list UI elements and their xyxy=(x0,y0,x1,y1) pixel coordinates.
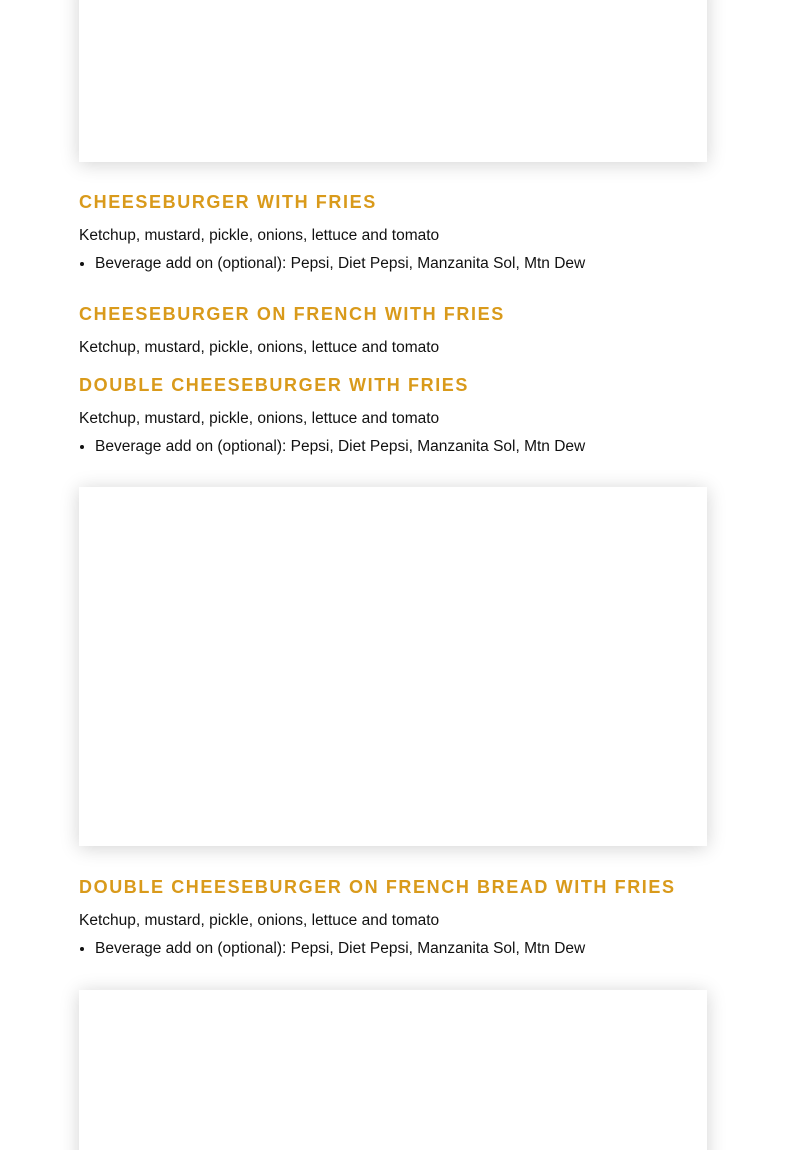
menu-item-description: Ketchup, mustard, pickle, onions, lettuce and tomato xyxy=(79,912,440,929)
menu-item-options xyxy=(79,436,719,458)
beverage-addon: • Beverage add on (optional): Pepsi, Diet Pepsi, Manzanita Sol, Mtn Dew xyxy=(95,436,719,458)
menu-item-description: Ketchup, mustard, pickle, onions, lettuce and tomato xyxy=(79,339,440,356)
menu-item-description: Ketchup, mustard, pickle, onions, lettuce and tomato xyxy=(79,227,440,244)
image-card-placeholder xyxy=(79,0,707,162)
image-card-placeholder xyxy=(79,990,707,1150)
menu-item xyxy=(79,191,719,275)
menu-item xyxy=(79,374,719,458)
menu-item-title: CHEESEBURGER ON FRENCH WITH FRIES xyxy=(79,304,505,324)
beverage-addon: • Beverage add on (optional): Pepsi, Diet Pepsi, Manzanita Sol, Mtn Dew xyxy=(95,938,719,960)
menu-item-title: DOUBLE CHEESEBURGER ON FRENCH BREAD WITH FRIES xyxy=(79,877,676,897)
image-card-placeholder xyxy=(79,487,707,846)
menu-item xyxy=(79,876,719,960)
menu-item-description: Ketchup, mustard, pickle, onions, lettuce and tomato xyxy=(79,410,440,427)
menu-item-title: DOUBLE CHEESEBURGER WITH FRIES xyxy=(79,375,470,395)
menu-item-options xyxy=(79,938,719,960)
menu-item-options xyxy=(79,253,719,275)
beverage-addon: • Beverage add on (optional): Pepsi, Diet Pepsi, Manzanita Sol, Mtn Dew xyxy=(95,253,719,275)
menu-item xyxy=(79,303,719,359)
menu-item-title: CHEESEBURGER WITH FRIES xyxy=(79,192,377,212)
